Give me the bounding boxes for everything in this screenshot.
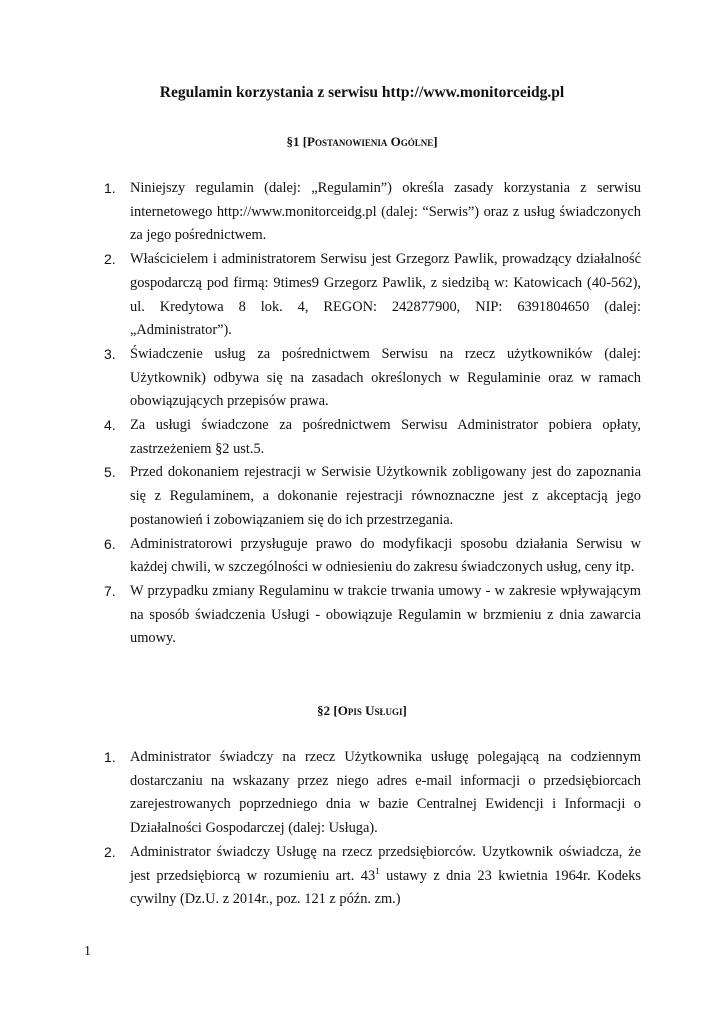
page-number: 1 bbox=[84, 944, 91, 959]
item-number: 1. bbox=[104, 180, 116, 196]
item-text: Administrator świadczy na rzecz Użytkownika usługę polegającą na codziennym dostarczaniu na wskazany przez niego adres e-mail informacji o przedsiębiorcach zarejestrowanych poprzedniego dnia w bazie Centralnej Ewidencji i Informacji o Działalności Gospodarczej (dalej: Usługa). bbox=[130, 749, 641, 837]
list-item bbox=[104, 746, 641, 841]
list-item bbox=[104, 414, 641, 461]
section-1-heading bbox=[0, 134, 724, 150]
item-text: Właścicielem i administratorem Serwisu jest Grzegorz Pawlik, prowadzący działalność gospodarczą pod firmą: 9times9 Grzegorz Pawlik, z siedzibą w: Katowicach (40-562), ul. Kredytowa 8 lok. 4, REGON: 242877900, NIP: 6391804650 (dalej: „Administrator”). bbox=[130, 251, 641, 339]
item-number: 6. bbox=[104, 535, 116, 552]
item-number: 2. bbox=[104, 251, 116, 268]
list-item bbox=[104, 248, 641, 343]
section-1-prefix: §1 [ bbox=[286, 134, 308, 149]
list-item bbox=[104, 841, 641, 912]
section-2-heading-text: Opis Usługi bbox=[337, 703, 403, 718]
item-number: 7. bbox=[104, 582, 116, 599]
section-1-heading-text: Postanowienia Ogólne bbox=[307, 134, 434, 149]
list-item bbox=[104, 461, 641, 532]
section-1-list bbox=[104, 177, 641, 651]
section-2-prefix: §2 [ bbox=[317, 703, 338, 718]
item-text: Za usługi świadczone za pośrednictwem Serwisu Administrator pobiera opłaty, zastrzeżeniem §2 ust.5. bbox=[130, 417, 641, 457]
list-item bbox=[104, 343, 641, 414]
item-text: Przed dokonaniem rejestracji w Serwisie Użytkownik zobligowany jest do zapoznania się z Regulaminem, a dokonanie rejestracji równoznaczne jest z akceptacją jego postanowień i zobowiązaniem się do ich przestrzegania. bbox=[130, 464, 641, 528]
superscript: 1 bbox=[375, 865, 380, 876]
item-text-part: ustawy z dnia 23 kwietnia 1964r. Kodeks cywilny (Dz.U. z 2014r., poz. 121 z późn. zm.) bbox=[130, 867, 641, 908]
item-text: Niniejszy regulamin (dalej: „Regulamin”) określa zasady korzystania z serwisu internetowego http://www.monitorceidg.pl (dalej: “Serwis”) oraz z usług świadczonych za jego pośrednictwem. bbox=[130, 180, 641, 244]
item-number: 5. bbox=[104, 464, 116, 481]
item-text: W przypadku zmiany Regulaminu w trakcie trwania umowy - w zakresie wpływającym na sposób świadczenia Usługi - obowiązuje Regulamin w brzmieniu z dnia zawarcia umowy. bbox=[130, 582, 641, 647]
item-text: Administratorowi przysługuje prawo do modyfikacji sposobu działania Serwisu w każdej chwili, w szczególności w odniesieniu do zakresu świadczonych usług, ceny itp. bbox=[130, 535, 641, 576]
item-text-part: Administrator świadczy Usługę na rzecz przedsiębiorców. Uzytkownik oświadcza, że jest przedsiębiorcą w rozumieniu art. 43 bbox=[130, 843, 641, 884]
section-1-suffix: ] bbox=[433, 134, 438, 149]
list-item bbox=[104, 533, 641, 580]
section-2-list bbox=[104, 746, 641, 912]
item-text: Świadczenie usług za pośrednictwem Serwisu na rzecz użytkowników (dalej: Użytkownik) odbywa się na zasadach określonych w Regulaminie oraz w ramach obowiązujących przepisów prawa. bbox=[130, 345, 641, 410]
document-title: Regulamin korzystania z serwisu http://www.monitorceidg.pl bbox=[159, 84, 565, 101]
list-item bbox=[104, 580, 641, 651]
section-2-suffix: ] bbox=[402, 703, 407, 718]
item-number: 4. bbox=[104, 417, 116, 434]
item-number: 3. bbox=[104, 345, 116, 362]
item-number: 1. bbox=[104, 749, 116, 765]
item-text bbox=[130, 844, 641, 907]
section-2-heading bbox=[0, 703, 724, 719]
item-number: 2. bbox=[104, 843, 116, 860]
list-item bbox=[104, 177, 641, 248]
